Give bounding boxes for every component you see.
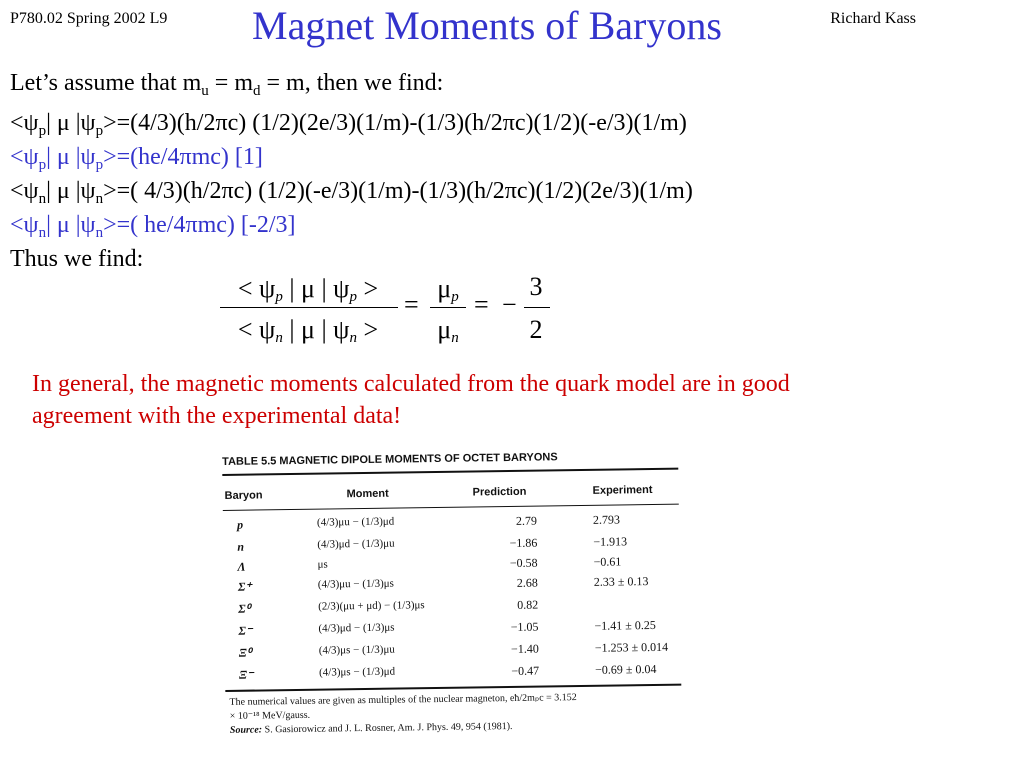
ratio-equation bbox=[218, 268, 558, 358]
expression: >=( he/4πmc) [-2/3] bbox=[103, 212, 296, 238]
table-row: p (4/3)μu − (1/3)μd 2.79 2.793 bbox=[236, 512, 621, 532]
operator: | μ |ψ bbox=[46, 212, 96, 238]
table-caption: TABLE 5.5 MAGNETIC DIPOLE MOMENTS OF OCTET BARYONS bbox=[222, 451, 558, 468]
proton-expansion bbox=[10, 110, 687, 137]
header-baryon: Baryon bbox=[224, 489, 263, 502]
table-footnote-units: × 10⁻¹⁸ MeV/gauss. bbox=[229, 709, 311, 722]
intro-sub-d: d bbox=[253, 83, 261, 99]
thus-line: Thus we find: bbox=[10, 246, 144, 272]
fraction-bar bbox=[430, 307, 466, 308]
operator: | μ |ψ bbox=[46, 110, 96, 136]
neutron-result bbox=[10, 212, 296, 239]
table-rule bbox=[223, 504, 679, 511]
table-row: Σ⁰ (2/3)(μu + μd) − (1/3)μs 0.82 bbox=[238, 597, 539, 616]
author-label: Richard Kass bbox=[830, 10, 916, 27]
psi-sub: p bbox=[95, 123, 104, 139]
psi-sub: p bbox=[38, 157, 47, 173]
operator: | μ |ψ bbox=[46, 144, 96, 170]
bracket-open: <ψ bbox=[10, 212, 39, 238]
table-rule bbox=[222, 468, 678, 476]
table-footnote: The numerical values are given as multiples of the nuclear magneton, eħ/2mₚc = 3.152 bbox=[229, 692, 577, 708]
bracket-open: <ψ bbox=[10, 178, 39, 204]
neutron-expansion bbox=[10, 178, 693, 205]
bracket-open: <ψ bbox=[10, 144, 39, 170]
table-row: Σ⁺ (4/3)μu − (1/3)μs 2.68 2.33 ± 0.13 bbox=[237, 574, 649, 594]
course-label: P780.02 Spring 2002 L9 bbox=[10, 10, 168, 27]
equals-sign: = bbox=[474, 290, 489, 319]
intro-text: Let’s assume that m bbox=[10, 70, 202, 96]
psi-sub: n bbox=[38, 191, 47, 207]
ratio-numerator: < ψp | μ | ψp > bbox=[237, 274, 379, 305]
fraction-bar bbox=[524, 307, 550, 308]
baryon-moments-table bbox=[222, 445, 696, 742]
minus-sign: − bbox=[502, 290, 517, 319]
table-row: Σ⁻ (4/3)μd − (1/3)μs −1.05 −1.41 ± 0.25 bbox=[238, 617, 656, 638]
intro-end: = m, then we find: bbox=[260, 70, 444, 96]
slide-title: Magnet Moments of Baryons bbox=[252, 3, 722, 48]
header-moment: Moment bbox=[346, 487, 389, 501]
fraction-bar bbox=[220, 307, 398, 308]
ratio-denominator: < ψn | μ | ψn > bbox=[237, 315, 379, 346]
proton-result bbox=[10, 144, 263, 171]
intro-line bbox=[10, 70, 443, 97]
expression: >=( 4/3)(h/2πc) (1/2)(-e/3)(1/m)-(1/3)(h/2πc)(1/2)(2e/3)(1/m) bbox=[103, 178, 693, 204]
equals-sign: = bbox=[404, 290, 419, 319]
psi-sub: p bbox=[95, 157, 104, 173]
psi-sub: n bbox=[95, 191, 104, 207]
bracket-open: <ψ bbox=[10, 110, 39, 136]
psi-sub: n bbox=[95, 225, 104, 241]
table-row: Ξ⁰ (4/3)μs − (1/3)μu −1.40 −1.253 ± 0.014 bbox=[238, 639, 669, 660]
header-experiment: Experiment bbox=[592, 483, 653, 497]
mu-p: μp bbox=[437, 274, 459, 305]
psi-sub: p bbox=[38, 123, 47, 139]
psi-sub: n bbox=[38, 225, 47, 241]
table-row: Λ μs −0.58 −0.61 bbox=[237, 554, 622, 574]
table-source: Source: S. Gasiorowicz and J. L. Rosner, Am. J. Phys. 49, 954 (1981). bbox=[229, 720, 513, 736]
intro-sub-u: u bbox=[201, 83, 209, 99]
fraction-numerator: 3 bbox=[529, 272, 543, 301]
header-prediction: Prediction bbox=[472, 485, 527, 499]
mu-n: μn bbox=[437, 315, 459, 346]
operator: | μ |ψ bbox=[46, 178, 96, 204]
conclusion-text: In general, the magnetic moments calculated from the quark model are in good agreement with the experimental data! bbox=[32, 371, 790, 429]
expression: >=(4/3)(h/2πc) (1/2)(2e/3)(1/m)-(1/3)(h/2πc)(1/2)(-e/3)(1/m) bbox=[103, 110, 687, 136]
intro-mid: = m bbox=[208, 70, 253, 96]
expression: >=(he/4πmc) [1] bbox=[103, 144, 263, 170]
table-row: Ξ⁻ (4/3)μs − (1/3)μd −0.47 −0.69 ± 0.04 bbox=[239, 661, 657, 682]
table-row: n (4/3)μd − (1/3)μu −1.86 −1.913 bbox=[237, 534, 628, 554]
fraction-denominator: 2 bbox=[529, 315, 543, 344]
